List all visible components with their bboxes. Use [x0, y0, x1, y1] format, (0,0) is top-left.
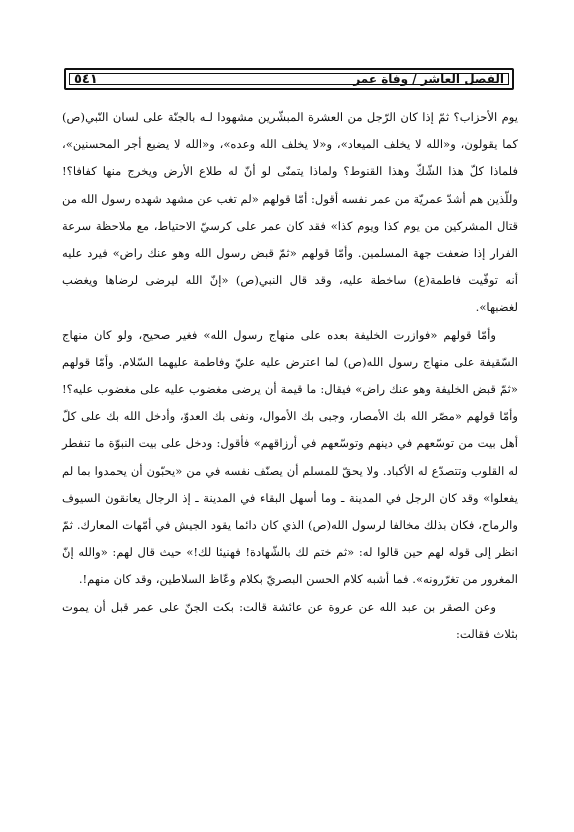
running-title: الفصل العاشر / وفاة عمر — [353, 72, 504, 86]
page-number: ٥٤١ — [74, 71, 98, 87]
body-text — [62, 104, 518, 648]
paragraph: يوم الأحزاب؟ ثمّ إذا كان الرّجل من العشرة المبشّرين مشهودا لـه بالجنّة على لسان النّبي(ص) كما يقولون، و«الله لا يخلف الميعاد»، و«لا يخلف الله وعده»، و«الله لا يضيع أجر المحسنين»، فلماذا كلّ هذا الشّكّ وهذا القنوط؟ ولماذا يتمنّى لو أنّ له طلاع الأرض ويخرج منها كفافا؟! وللّذين هم أشدّ عمريّة من عمر نفسه أقول: أمّا قولهم «لم تغب عن مشهد شهده رسول الله من قتال المشركين من يوم كذا ويوم كذا» فقد كان عمر على كرسيّ الاحتياط، مع ملاحظة سرعة الفرار إذا ضعفت جهة المسلمين. وأمّا قولهم «ثمّ قبض رسول الله وهو عنك راض» فيرد عليه أنه توفّيت فاطمة(ع) ساخطة عليه، وقد قال النبي(ص) «إنّ الله ليرضى لرضاها ويغضب لغضبها». — [62, 110, 518, 315]
paragraph: وعن الصقر بن عبد الله عن عروة عن عائشة قالت: بكت الجنّ على عمر قبل أن يموت بثلاث فقالت: — [62, 599, 518, 641]
paragraph: وأمّا قولهم «فوازرت الخليفة بعده على منهاج رسول الله» فغير صحيح، ولو كان منهاج السّقيفة على منهاج رسول الله(ص) لما اعترض عليه عليّ وفاطمة عليهما السّلام. وأمّا قولهم «ثمّ قبض الخليفة وهو عنك راض» فيقال: ما قيمة أن يرضى مغضوب عليه على مغضوب عليه؟! وأمّا قولهم «مصّر الله بك الأمصار، وجبى بك الأموال، ونفى بك العدوّ، وأدخل الله بك على كلّ أهل بيت من توسّعهم في دينهم وتوسّعهم في أرزاقهم» فأقول: ودخل على بيت النبوّة ما تنفطر له القلوب وتتصدّع له الأكباد. ولا يحقّ للمسلم أن يصنّف نفسه في من «يحبّون أن يحمدوا بما لم يفعلوا» وقد كان الرجل في المدينة ـ وما أسهل البقاء في المدينة ـ إذ الرجال يعانقون السيوف والرماح، فكان بذلك مخالفا لرسول الله(ص) الذي كان دائما يقود الجيش في أمّهات المعارك. ثمّ انظر إلى قوله لهم حين قالوا له: «ثم ختم لك بالشّهادة! فهنيئا لك!» حيث قال لهم: «والله إنّ المغرور من تغرّرونه». فما أشبه كلام الحسن البصريّ بكلام وعّاظ السلاطين، وقد كان منهم!. — [62, 327, 518, 587]
running-header — [64, 68, 514, 90]
